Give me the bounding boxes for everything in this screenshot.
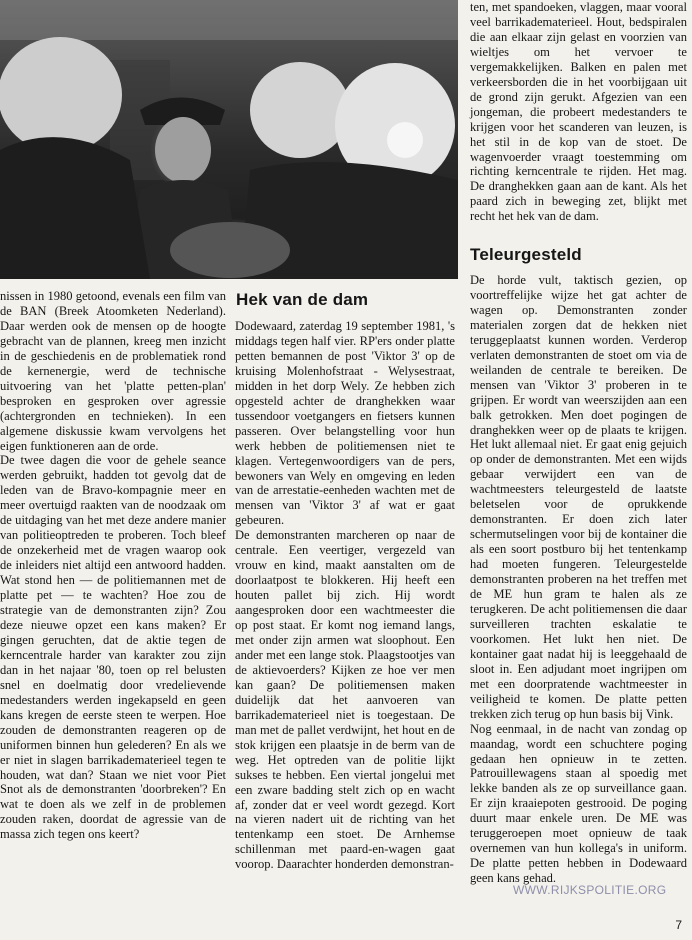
column-2 <box>235 319 455 872</box>
column1-paragraph-1: nissen in 1980 getoond, evenals een film van de BAN (Breek Atoomketen Nederland). Daar werden ook de mensen op de hoogte gebracht van de plannen, kreeg men inzicht in de geschiedenis en de problematiek rond de kernenergie, werd de technische uitvoering van het 'platte petten-plan' besproken en gesproken over agressie (achtergronden en technieken). In een algemene diskussie kwam vervolgens het eigen funktioneren aan de orde. <box>0 289 226 453</box>
column-3 <box>470 273 687 886</box>
heading-hek-van-de-dam: Hek van de dam <box>236 290 369 309</box>
column3-top-paragraph: ten, met spandoeken, vlaggen, maar vooral veel barrikadematerieel. Hout, bedspiralen die aan elkaar zijn gelast en voorzien van wieltjes om het vervoer te vergemakkelijken. Balken en palen met verkeersborden die in het voorbijgaan uit de grond zijn gerukt. Afgezien van een jongeman, die probeert medestanders te krijgen voor het scanderen van leuzen, is het stil in de kop van de stoet. De wagenvoerder vraagt toestemming om richting kerncentrale te rijden. Het mag. De dranghekken gaan aan de kant. Als het paard zich in beweging zet, blijkt met recht het hek van de dam. <box>470 0 687 224</box>
section2-paragraph-1: De horde vult, taktisch gezien, op voortreffelijke wijze het gat achter de wagen op. Demonstranten zonder materialen zorgen dat de hekken niet teruggeplaatst kunnen worden. Verderop verlaten demonstranten de stoet om via de weilanden de centrale te bereiken. De mensen van 'Viktor 3' proberen in te grijpen. Er wordt van weerszijden aan een balk getrokken. Men doet pogingen de dranghekken weer op de plaats te krijgen. Het lukt allemaal niet. Er gaat enig gejuich op onder de demonstranten. Met een wijds gebaar verwijdert een van de wachtmeesters teleurgesteld de laatste beletselen voor de oprukkende demonstranten. Er doen zich later schermutselingen voor bij de kontainer die als een soort postburo bij het tentenkamp had moeten fungeren. Teleurgestelde demonstranten proberen na het treffen met de ME hun gram te halen als ze terugkeren. De acht politiemensen die daar surveilleren trachten eskalatie te voorkomen. Het lukt hen niet. De kontainer gaat nadat hij is leeggehaald de sloot in. Een adjudant moet ingrijpen om met een doorpratende wachtmeester in veiligheid te komen. De platte petten trekken zich terug op hun basis bij Vink. <box>470 273 687 721</box>
section1-paragraph-1: Dodewaard, zaterdag 19 september 1981, 's middags tegen half vier. RP'ers onder platte petten bemannen de post 'Viktor 3' op de kruising Molenhofstraat - Welysestraat, midden in het dorp Wely. Ze hebben zich opgesteld achter de dranghekken waar tussendoor voetgangers en fietsers kunnen passeren. Over belangstelling voor hun werk hebben de politiemensen niet te klagen. Vertegenwoordigers van de pers, bewoners van Wely en omgeving en leden van de arrestatie-eenheden wachten met de mensen van 'Viktor 3' af wat er gaat gebeuren. <box>235 319 455 528</box>
column-1 <box>0 289 226 842</box>
heading-teleurgesteld: Teleurgesteld <box>470 245 582 264</box>
watermark: WWW.RIJKSPOLITIE.ORG <box>513 883 667 897</box>
column1-paragraph-2: De twee dagen die voor de gehele seance werden gebruikt, hadden tot gevolg dat de leden van de Bravo-kompagnie meer en meer overtuigd raakten van de noodzaak om de uitdaging van het met deze andere manier van politieoptreden te proberen. Toch bleef de onzekerheid met de vragen waarop ook de inleiders niet altijd een antwoord hadden. Wat stond hen — de politiemannen met de platte pet — te wachten? Hoe zou de strategie van de demonstranten zijn? Zou deze nieuwe opzet een kans maken? Er gingen geruchten, dat de aktie tegen de kerncentrale harder van karakter zou zijn dan in het najaar '80, toen op rel belusten snel en doelmatig door vredelievende medestanders werden ingekapseld en geen kans kregen de eerste steen te werpen. Hoe zouden de demonstranten reageren op de uniformen binnen hun gelederen? En als we er niet in slagen barrikadematerieel tegen te houden, wat dan? Staan we niet voor Piet Snot als de demonstranten 'doorbreken'? En wat te doen als we zelf in de problemen zouden raken, doordat de agressie van de massa zich tegen ons keert? <box>0 453 226 842</box>
riot-police-photo <box>0 0 458 279</box>
column-3-top <box>470 0 687 224</box>
page-number: 7 <box>675 918 682 932</box>
section2-paragraph-2: Nog eenmaal, in de nacht van zondag op maandag, wordt een schuchtere poging gedaan hen opnieuw in te zetten. Patrouillewagens staan al spoedig met lekke banden als ze op surveillance gaan. Er zijn kraaiepoten gestrooid. De poging duurt maar enkele uren. De ME was teruggeroepen moet opnieuw de taak overnemen van hun kollega's in uniform. De platte petten hebben in Dodewaard geen kans gehad. <box>470 721 687 886</box>
section1-paragraph-2: De demonstranten marcheren op naar de centrale. Een veertiger, vergezeld van vrouw en kind, maakt aanstalten om de doorlaatpost te blokkeren. Hij heeft een houten pallet bij zich. Hij wordt aangesproken door een wachtmeester die op post staat. Er komt nog iemand langs, met onder zijn armen wat sloophout. Een ander met een lange stok. Plaagstootjes van de aktievoerders? Kijken ze hoe ver men kan gaan? De politiemensen maken duidelijk dat het aanvoeren van barrikadematerieel niet is toegestaan. De man met de pallet verdwijnt, het hout en de stok krijgen een plaatsje in de berm van de weg. Het optreden van de politie lijkt sukses te hebben. Een viertal jongelui met een zware badding stelt zich op en wacht af, zonder dat er veel wordt gezegd. Kort na vieren nadert uit de richting van het tentenkamp een stoet. De Arnhemse schillenman met paard-en-wagen gaat voorop. Daarachter honderden demonstran- <box>235 528 455 872</box>
photo-shapes <box>0 0 458 279</box>
